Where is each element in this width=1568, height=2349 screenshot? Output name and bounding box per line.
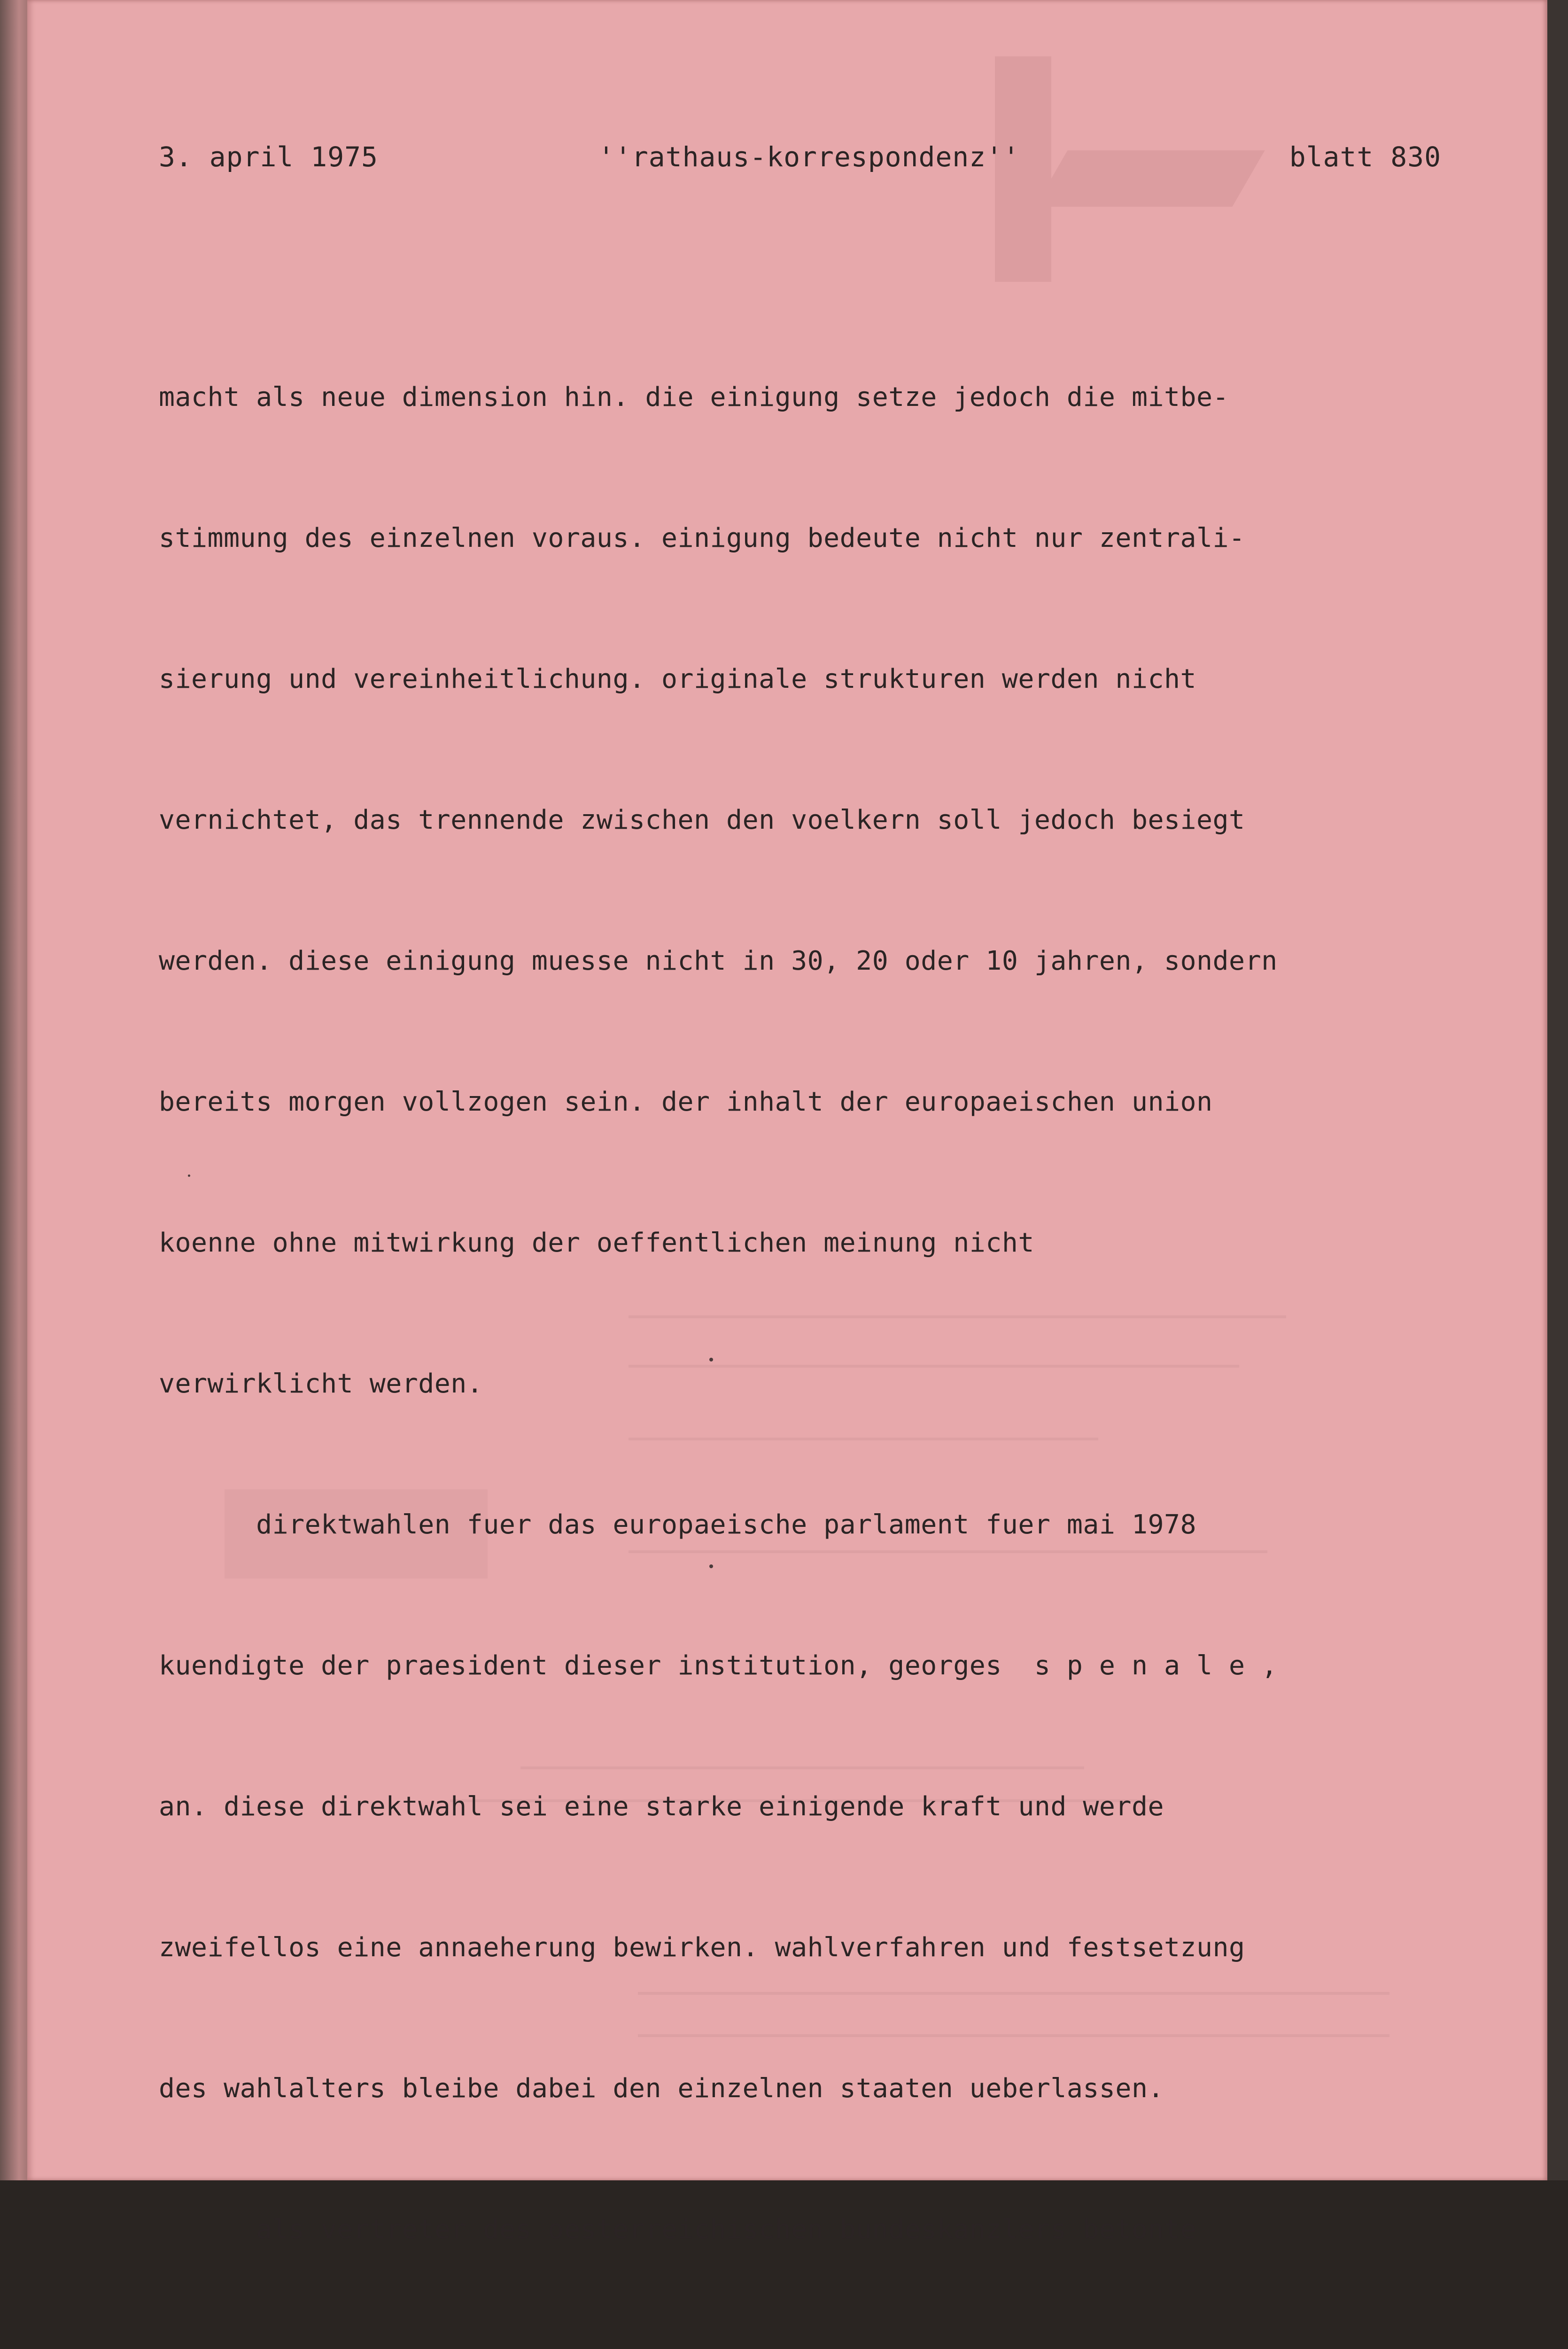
- text-line: [159, 2347, 1483, 2349]
- adjacent-page-edge: [0, 0, 27, 2180]
- text-line: koenne ohne mitwirkung der oeffentlichen meinung nicht: [159, 1228, 1034, 1258]
- text-line: direktwahlen fuer das europaeische parlament fuer mai 1978: [159, 1509, 1197, 1540]
- typewritten-body: [159, 280, 1483, 2349]
- text-line: stimmung des einzelnen voraus. einigung bedeute nicht nur zentrali-: [159, 523, 1245, 553]
- header-sheet-number: blatt 830: [1289, 141, 1441, 173]
- ink-speck: [188, 1174, 190, 1177]
- text-line: werden. diese einigung muesse nicht in 30, 20 oder 10 jahren, sondern: [159, 946, 1278, 976]
- header-date: 3. april 1975: [159, 141, 378, 173]
- text-line: macht als neue dimension hin. die einigung setze jedoch die mitbe-: [159, 382, 1229, 412]
- text-line: vernichtet, das trennende zwischen den voelkern soll jedoch besiegt: [159, 805, 1245, 835]
- ink-speck: [709, 1564, 713, 1568]
- text-line: bereits morgen vollzogen sein. der inhalt der europaeischen union: [159, 1087, 1213, 1117]
- text-line: verwirklicht werden.: [159, 1369, 483, 1399]
- text-line: des wahlalters bleibe dabei den einzelnen staaten ueberlassen.: [159, 2073, 1164, 2104]
- ink-speck: [709, 1358, 713, 1361]
- text-line: kuendigte der praesident dieser institution, georges s p e n a l e ,: [159, 1650, 1278, 1681]
- text-line: als vertreter des oesterreichischen bundeskanzlers betonte: [159, 2214, 1197, 2245]
- header-publication: ''rathaus-korrespondenz'': [598, 141, 1020, 173]
- text-line: zweifellos eine annaeherung bewirken. wahlverfahren und festsetzung: [159, 1932, 1245, 1963]
- page-header: [159, 141, 1441, 179]
- text-line: an. diese direktwahl sei eine starke einigende kraft und werde: [159, 1791, 1164, 1822]
- text-line: sierung und vereinheitlichung. originale strukturen werden nicht: [159, 664, 1197, 694]
